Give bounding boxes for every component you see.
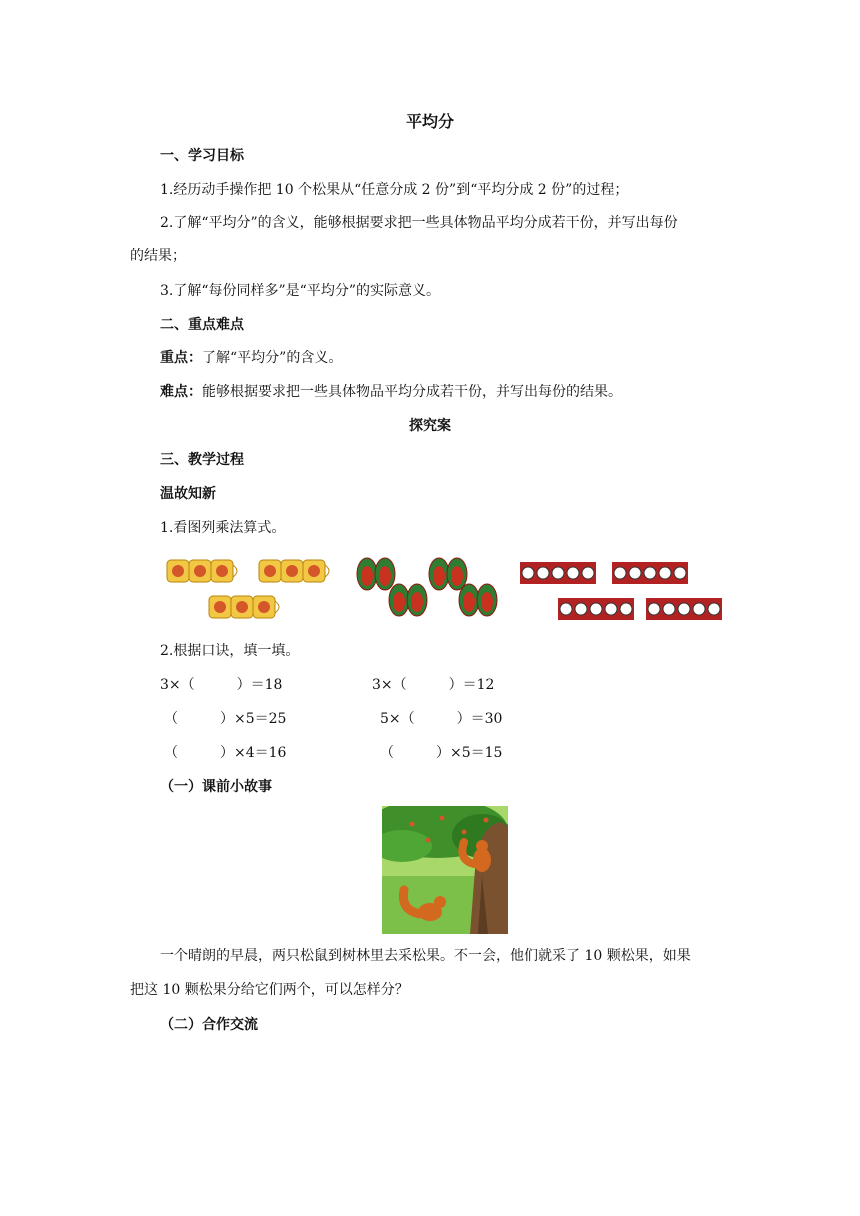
key-label: 重点： <box>160 350 202 366</box>
key-point <box>160 348 342 368</box>
cooperate-heading: （二）合作交流 <box>160 1017 258 1033</box>
review-heading: 温故知新 <box>160 486 216 502</box>
section-heading-goals: 一、学习目标 <box>160 148 244 164</box>
difficulty-point <box>160 382 622 402</box>
goal-item-3: 3.了解“每份同样多”是“平均分”的实际意义。 <box>160 283 440 299</box>
dolls-figure <box>355 556 500 620</box>
clock-group <box>646 598 722 620</box>
doll-pair <box>429 558 467 590</box>
clock-group <box>612 562 688 584</box>
doll-pair <box>459 584 497 616</box>
section-heading-keypoints: 二、重点难点 <box>160 317 244 333</box>
cup-group <box>259 560 329 582</box>
story-heading: （一）课前小故事 <box>160 779 272 795</box>
question-2: 2.根据口诀，填一填。 <box>160 643 300 659</box>
goal-item-2-cont: 的结果； <box>130 248 186 264</box>
equation-2b: 5×（ ）＝30 <box>380 711 503 727</box>
equation-3a: （ ）×4＝16 <box>164 745 287 761</box>
cup-group <box>209 596 279 618</box>
equation-1a: 3×（ ）＝18 <box>160 677 283 693</box>
goal-item-1: 1.经历动手操作把 10 个松果从“任意分成 2 份”到“平均分成 2 份”的过程； <box>160 182 629 198</box>
doll-pair <box>389 584 427 616</box>
section-heading-process: 三、教学过程 <box>160 452 244 468</box>
goal-item-2: 2.了解“平均分”的含义，能够根据要求把一些具体物品平均分成若干份，并写出每份 <box>160 215 678 231</box>
page-title: 平均分 <box>405 112 454 131</box>
difficulty-text: 能够根据要求把一些具体物品平均分成若干份，并写出每份的结果。 <box>202 384 622 400</box>
equation-1b: 3×（ ）＝12 <box>372 677 495 693</box>
cups-figure <box>165 556 335 622</box>
clocks-figure <box>518 560 728 626</box>
squirrels-illustration <box>382 806 508 934</box>
clock-group <box>558 598 634 620</box>
story-line-2: 把这 10 颗松果分给它们两个，可以怎样分？ <box>130 982 409 998</box>
key-text: 了解“平均分”的含义。 <box>202 350 343 366</box>
question-1: 1.看图列乘法算式。 <box>160 520 286 536</box>
story-line-1: 一个晴朗的早晨，两只松鼠到树林里去采松果。不一会，他们就采了 10 颗松果，如果 <box>160 948 691 964</box>
difficulty-label: 难点： <box>160 384 202 400</box>
equation-2a: （ ）×5＝25 <box>164 711 287 727</box>
cup-group <box>167 560 237 582</box>
equation-3b: （ ）×5＝15 <box>380 745 503 761</box>
doll-pair <box>357 558 395 590</box>
explore-title: 探究案 <box>409 418 451 434</box>
clock-group <box>520 562 596 584</box>
